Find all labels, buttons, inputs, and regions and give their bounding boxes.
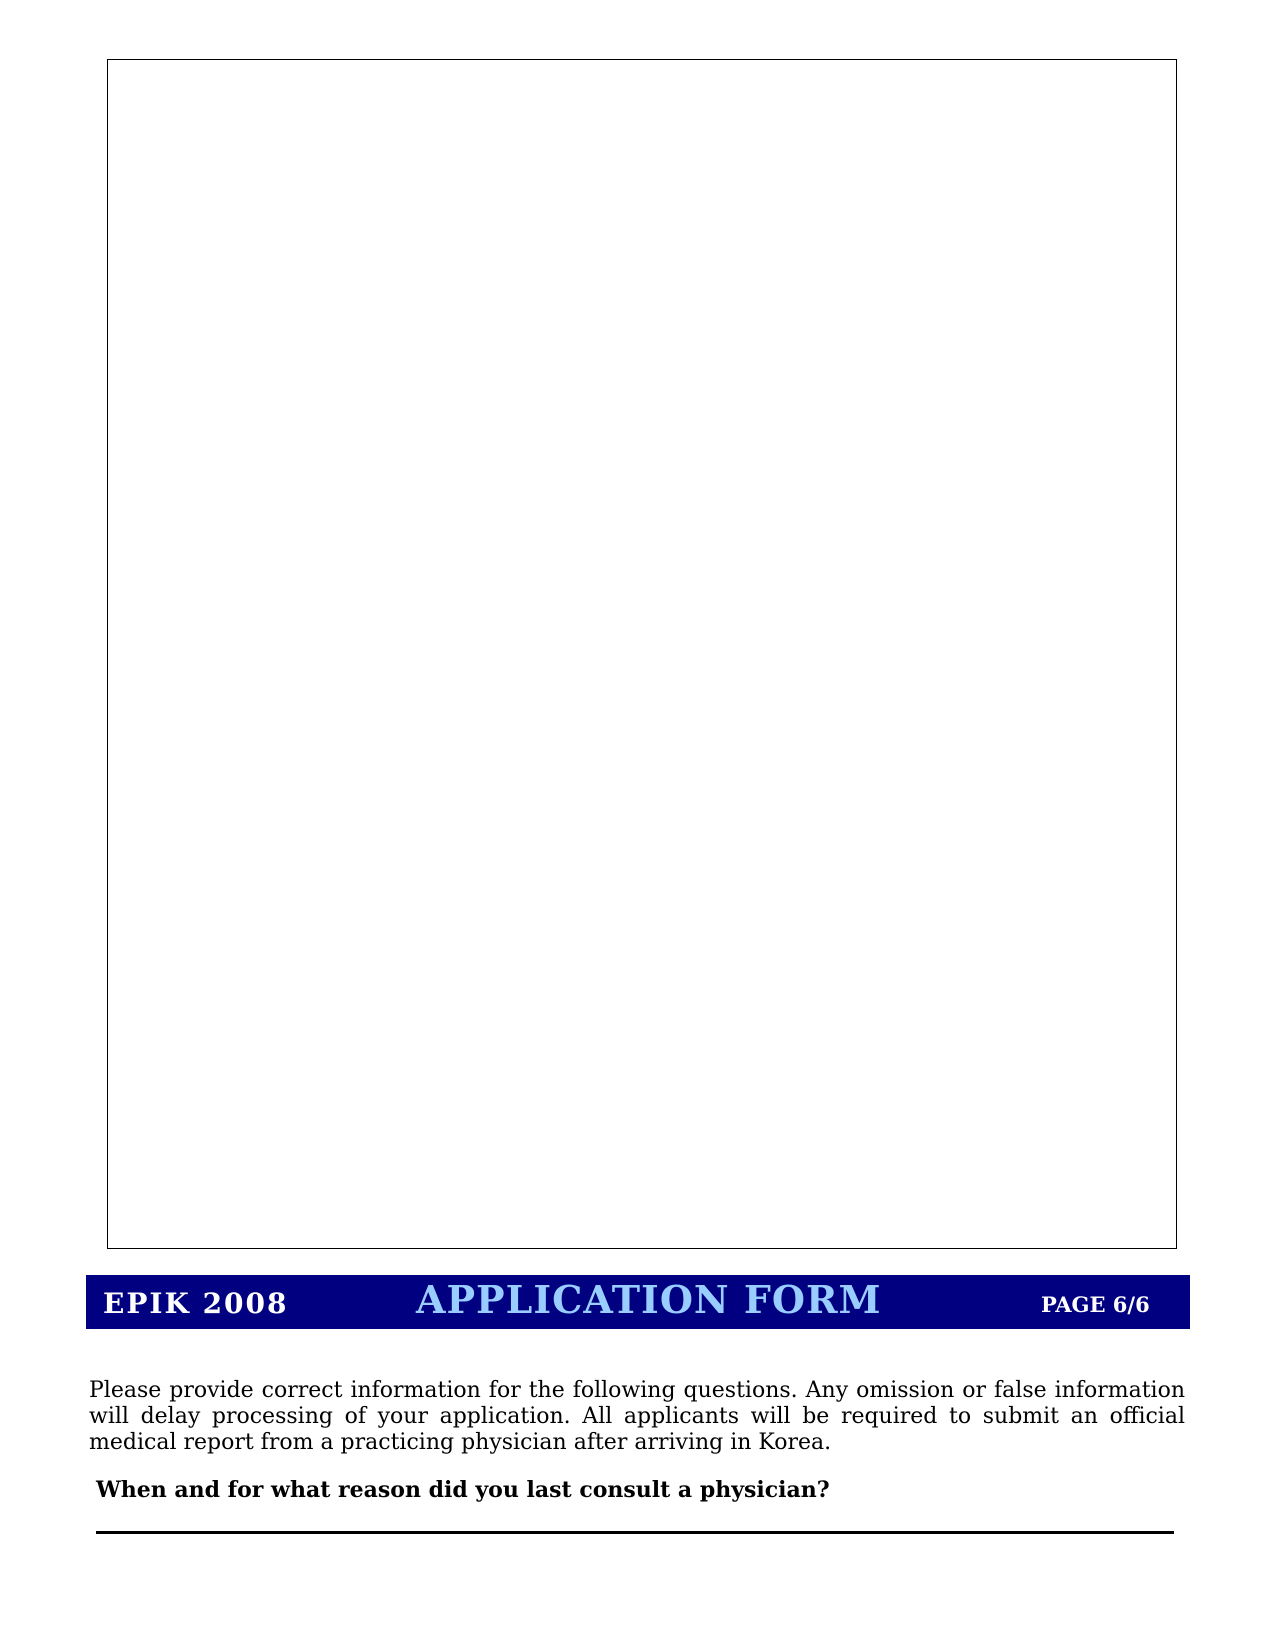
answer-line-last-physician-consult[interactable] xyxy=(96,1531,1174,1534)
program-label: EPIK 2008 xyxy=(103,1287,289,1320)
instructions-paragraph: Please provide correct information for the following questions. Any omission or false information will delay processing of your application. All applicants will be required to submit an official medical report from a practicing physician after arriving in Korea. xyxy=(89,1378,1185,1455)
page-indicator: PAGE 6/6 xyxy=(1041,1292,1150,1317)
question-last-physician-consult: When and for what reason did you last consult a physician? xyxy=(96,1477,830,1503)
form-title: APPLICATION FORM xyxy=(416,1277,882,1322)
photo-or-content-box xyxy=(107,59,1177,1249)
form-header-bar xyxy=(86,1275,1190,1329)
